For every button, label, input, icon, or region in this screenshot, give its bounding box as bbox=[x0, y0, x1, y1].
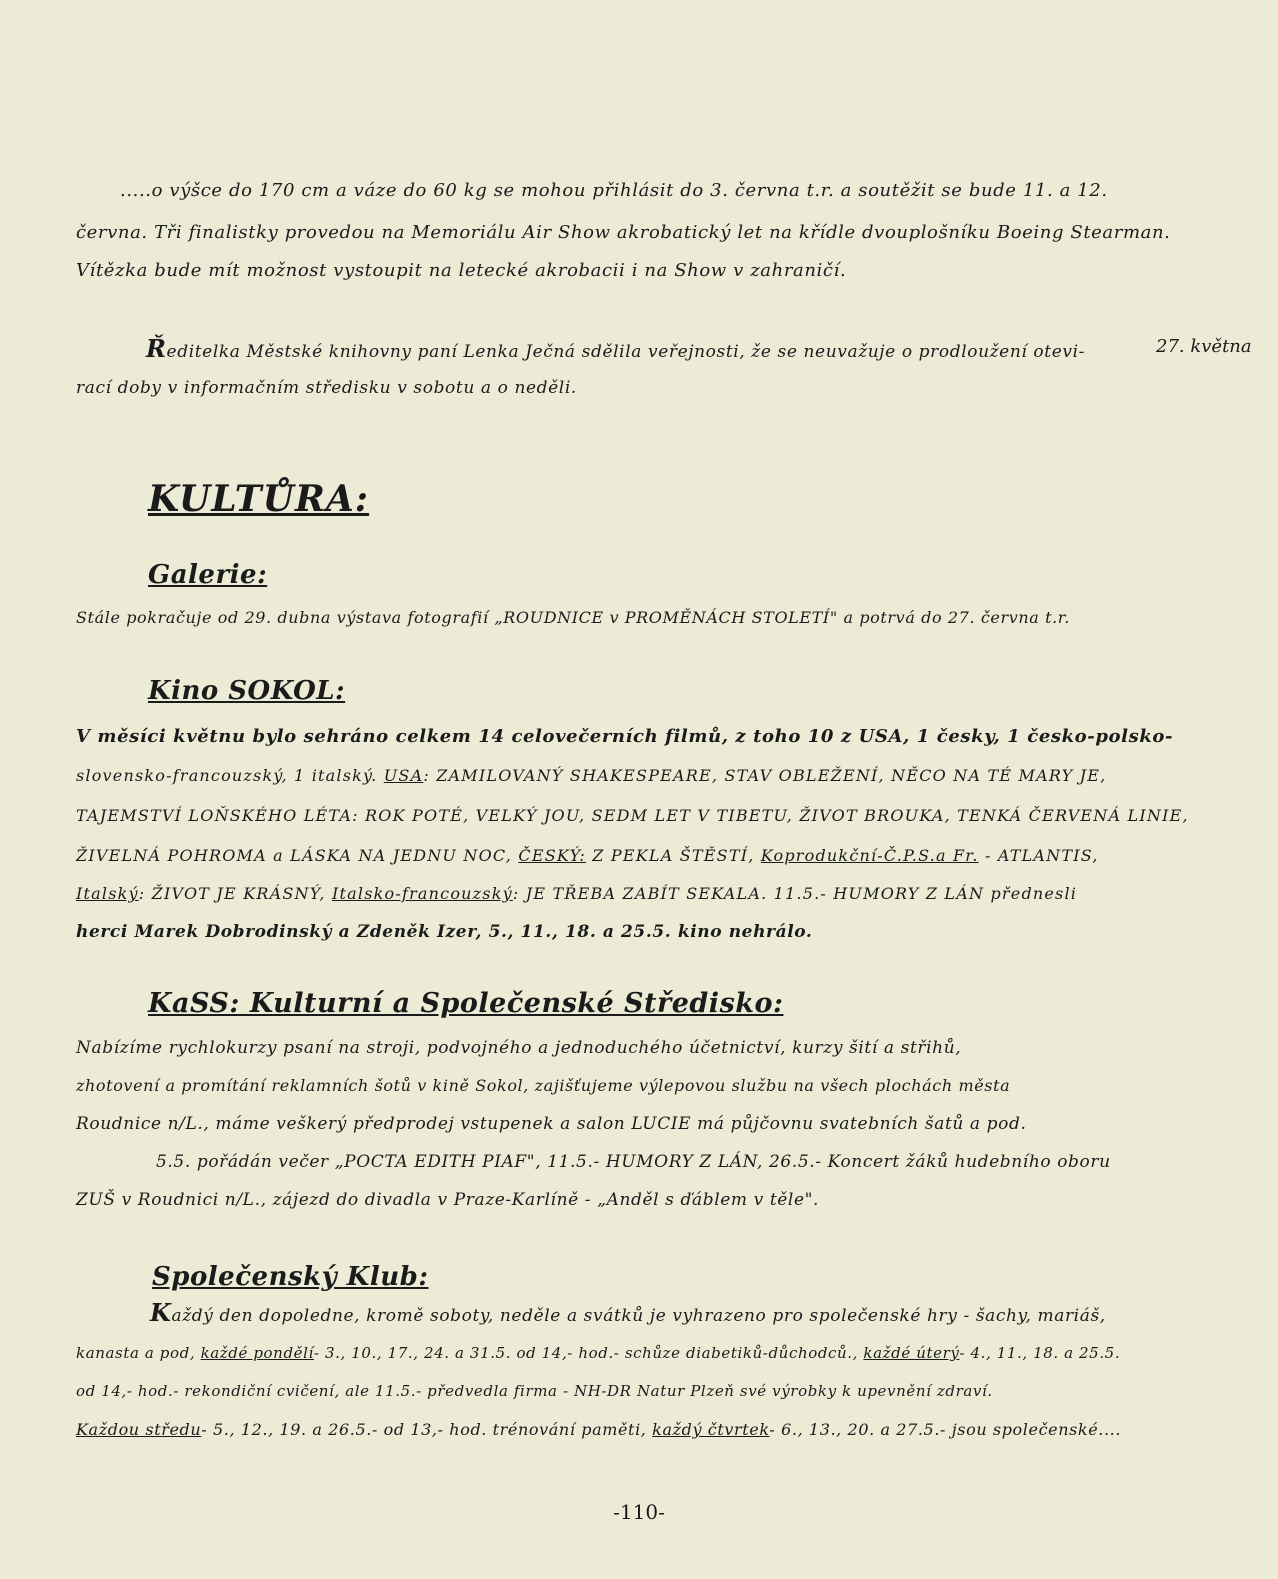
klub-line-4a: - 5., 12., 19. a 26.5.- od 13,- hod. trénování paměti, bbox=[201, 1420, 647, 1439]
kino-line-6: herci Marek Dobrodinský a Zdeněk Izer, 5., 11., 18. a 25.5. kino nehrálo. bbox=[76, 922, 813, 942]
kino-line-2b: : ZAMILOVANÝ SHAKESPEARE, STAV OBLEŽENÍ, NĚCO NA TÉ MARY JE, bbox=[423, 766, 1107, 785]
kino-usa-label: USA bbox=[383, 766, 424, 785]
intro-line-1: .....o výšce do 170 cm a váze do 60 kg se mohou přihlásit do 3. června t.r. a soutěžit se bude 11. a 12. bbox=[120, 180, 1108, 201]
kass-line-4: 5.5. pořádán večer „POCTA EDITH PIAF", 11.5.- HUMORY Z LÁN, 26.5.- Koncert žáků hudebního oboru bbox=[156, 1152, 1111, 1172]
klub-line-3: od 14,- hod.- rekondiční cvičení, ale 11.5.- předvedla firma - NH-DR Natur Plzeň své výrobky k upevnění zdraví. bbox=[76, 1382, 993, 1400]
klub-pondeli-label: každé pondělí bbox=[200, 1344, 314, 1362]
klub-line-1-text: aždý den dopoledne, kromě soboty, neděle a svátků je vyhrazeno pro společenské hry - šachy, mariáš, bbox=[171, 1306, 1106, 1326]
klub-streda-label: Každou středu bbox=[76, 1420, 202, 1439]
kultura-heading: KULTŮRA: bbox=[148, 478, 370, 520]
kino-line-4a: ŽIVELNÁ POHROMA a LÁSKA NA JEDNU NOC, bbox=[76, 846, 513, 865]
kino-koprodukce-label: Koprodukční-Č.P.S.a Fr. bbox=[760, 846, 979, 865]
klub-dropcap: K bbox=[150, 1298, 172, 1327]
kino-line-4c: - ATLANTIS, bbox=[984, 846, 1099, 865]
margin-note: 27. května bbox=[1156, 336, 1252, 357]
kass-line-3: Roudnice n/L., máme veškerý předprodej vstupenek a salon LUCIE má půjčovnu svatebních šatů a pod. bbox=[76, 1114, 1027, 1134]
kino-line-5 bbox=[76, 884, 1077, 903]
klub-ctvrtek-label: každý čtvrtek bbox=[652, 1420, 770, 1439]
intro-line-3: Vítězka bude mít možnost vystoupit na letecké akrobacii i na Show v zahraničí. bbox=[76, 260, 847, 281]
klub-line-2b: - 3., 10., 17., 24. a 31.5. od 14,- hod.- schůze diabetiků-důchodců., bbox=[313, 1344, 859, 1362]
library-line-2: rací doby v informačním středisku v sobotu a o neděli. bbox=[76, 378, 577, 398]
library-dropcap: Ř bbox=[146, 334, 167, 363]
kino-line-3: TAJEMSTVÍ LOŇSKÉHO LÉTA: ROK POTÉ, VELKÝ JOU, SEDM LET V TIBETU, ŽIVOT BROUKA, TENKÁ ČERVENÁ LINIE, bbox=[76, 806, 1189, 825]
page-number: -110- bbox=[613, 1500, 665, 1524]
kass-line-5: ZUŠ v Roudnici n/L., zájezd do divadla v Praze-Karlíně - „Anděl s ďáblem v těle". bbox=[76, 1190, 820, 1210]
kino-line-2a: slovensko-francouzský, 1 italský. bbox=[76, 766, 378, 785]
galerie-text: Stále pokračuje od 29. dubna výstava fotografií „ROUDNICE v PROMĚNÁCH STOLETÍ" a potrvá do 27. června t.r. bbox=[76, 608, 1070, 627]
library-line-1-text: editelka Městské knihovny paní Lenka Ječná sdělila veřejnosti, že se neuvažuje o prodloužení otevi- bbox=[166, 342, 1085, 362]
kass-line-2: zhotovení a promítání reklamních šotů v kině Sokol, zajišťujeme výlepovou službu na všech plochách města bbox=[76, 1076, 1011, 1095]
kino-cesky-label: ČESKÝ: bbox=[518, 846, 586, 865]
kino-line-4b: Z PEKLA ŠTĚSTÍ, bbox=[592, 846, 755, 865]
kino-line-2 bbox=[76, 766, 1106, 785]
library-line-1 bbox=[146, 334, 1085, 363]
kino-heading: Kino SOKOL: bbox=[148, 676, 346, 706]
kino-line-1: V měsíci květnu bylo sehráno celkem 14 celovečerních filmů, z toho 10 z USA, 1 česky, 1 česko-polsko- bbox=[76, 726, 1174, 747]
kass-heading: KaSS: Kulturní a Společenské Středisko: bbox=[148, 988, 784, 1019]
klub-line-4 bbox=[76, 1420, 1121, 1439]
klub-line-2a: kanasta a pod, bbox=[76, 1344, 196, 1362]
kass-line-1: Nabízíme rychlokurzy psaní na stroji, podvojného a jednoduchého účetnictví, kurzy šití a střihů, bbox=[76, 1038, 962, 1058]
klub-line-2c: - 4., 11., 18. a 25.5. bbox=[959, 1344, 1121, 1362]
intro-line-2: června. Tři finalistky provedou na Memoriálu Air Show akrobatický let na křídle dvouplošníku Boeing Stearman. bbox=[76, 222, 1171, 243]
klub-line-4b: - 6., 13., 20. a 27.5.- jsou společenské.... bbox=[769, 1420, 1122, 1439]
kino-italsky-label: Italský bbox=[76, 884, 139, 903]
klub-heading: Společenský Klub: bbox=[152, 1262, 429, 1292]
klub-line-1 bbox=[150, 1298, 1106, 1327]
klub-line-2 bbox=[76, 1344, 1120, 1362]
kino-line-5b: : JE TŘEBA ZABÍT SEKALA. 11.5.- HUMORY Z LÁN přednesli bbox=[512, 884, 1078, 903]
klub-utery-label: každé úterý bbox=[863, 1344, 960, 1362]
kino-line-4 bbox=[76, 846, 1099, 865]
kino-italsko-francouzsky-label: Italsko-francouzský bbox=[332, 884, 513, 903]
kino-line-5a: : ŽIVOT JE KRÁSNÝ, bbox=[138, 884, 326, 903]
galerie-heading: Galerie: bbox=[148, 560, 268, 590]
